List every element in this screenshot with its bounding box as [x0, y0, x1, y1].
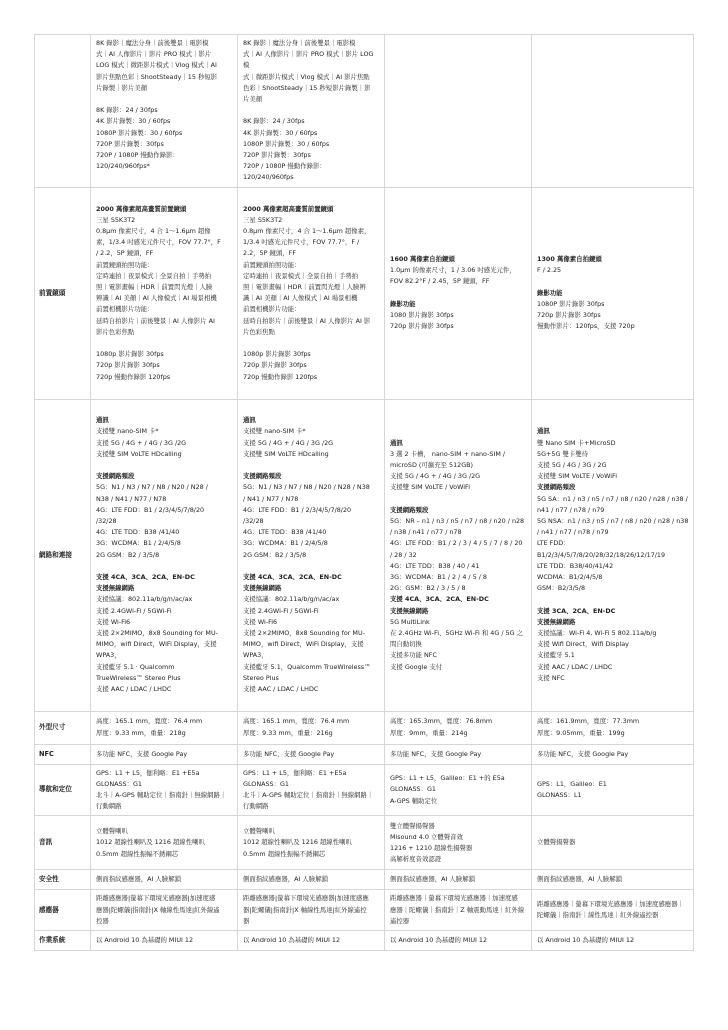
- spec-row-label: 導航和定位: [35, 764, 91, 816]
- spec-row: [35, 931, 694, 951]
- spec-line: 0.5mm 超線性振幅不銹鋼芯: [243, 849, 326, 858]
- spec-cell: [238, 764, 385, 816]
- spec-subheading: 通訊: [96, 416, 109, 425]
- spec-line: GLONASS：G1: [390, 785, 436, 794]
- spec-line: 側面指紋感應器，AI 人臉解鎖: [537, 875, 622, 884]
- spec-line: 8K 錄影｜魔法分身｜前後雙景｜電影模: [96, 39, 209, 47]
- spec-line: 2G：GSM：B2 / 3 / 5 / 8: [390, 584, 466, 593]
- spec-subheading: 支援網路頻段: [537, 483, 576, 492]
- spec-cell: [238, 890, 385, 931]
- spec-line: 距離感應器|螢幕下環境光感應器|加速度感: [96, 894, 216, 903]
- spec-line: Misound 4.0 立體聲音效: [390, 832, 463, 841]
- spec-cell: [532, 816, 694, 870]
- spec-cell: [385, 35, 532, 188]
- spec-line: 器|陀螺儀|指南針|X 軸線性馬達|紅外線遙控: [243, 905, 367, 914]
- spec-line: 720P / 1080P 慢動作錄影：: [96, 151, 179, 160]
- spec-line: / n38 / n41 / n77 / n78: [390, 528, 462, 537]
- spec-line: 以 Android 10 為基礎的 MIUI 12: [96, 935, 194, 944]
- spec-line: 支援 2.4GWi-Fi / 5GWi-Fi: [96, 606, 172, 615]
- spec-line: 北斗｜A-GPS 輔助定位｜指南針｜無線網路｜: [96, 791, 227, 800]
- spec-line: 高度：165.1 mm，寬度：76.4 mm: [243, 717, 350, 726]
- spec-row: [35, 187, 694, 399]
- spec-line: 支援 Wi-Fi6: [96, 617, 131, 626]
- spec-line: 識｜AI 美顏｜AI 人像模式｜AI 場景相機: [243, 294, 358, 303]
- spec-line: 三星 S5K3T2: [243, 215, 283, 224]
- spec-line: 5G MultiLink: [390, 617, 430, 626]
- spec-line: 5G：N1 / N3 / N7 / N8 / N20 / N28 / N38: [243, 483, 370, 492]
- spec-row: [35, 35, 694, 188]
- spec-line: [96, 94, 233, 105]
- spec-line: 器: [243, 916, 250, 925]
- spec-line: GLONASS：G1: [243, 779, 289, 788]
- spec-line: 1080P 影片錄影 30fps: [537, 299, 605, 308]
- spec-line: 支援雙 SIM VoLTE HDcalling: [243, 449, 329, 458]
- spec-line: 以 Android 10 為基礎的 MIUI 12: [537, 935, 635, 944]
- spec-line: LTE TDD：B38/40/41/42: [537, 561, 614, 570]
- spec-line: 720p 影片錄影 30fps: [390, 322, 454, 331]
- spec-line: 立體聲揚聲器: [537, 838, 576, 847]
- spec-line: 1012 超線性喇叭及 1216 超線性喇叭: [96, 838, 205, 847]
- spec-line: 北斗｜A-GPS 輔助定位｜指南針｜無線網路｜: [243, 791, 374, 800]
- spec-line: 支援 AAC / LDAC / LHDC: [96, 684, 172, 693]
- spec-cell: [532, 35, 694, 188]
- spec-line: 支援雙 SIM VoLTE / VoWiFi: [390, 483, 471, 492]
- spec-line: 120/240/960fps: [243, 173, 294, 182]
- spec-line: 側面指紋感應器，AI 人臉解鎖: [243, 875, 328, 884]
- spec-cell: [238, 870, 385, 890]
- spec-line: 雙立體聲揚聲器: [390, 821, 435, 830]
- spec-line: 1.0μm 的像素尺寸，1 / 3.06 吋感光元件，: [390, 266, 516, 275]
- spec-line: 厚度：9mm，重量：214g: [390, 728, 468, 737]
- spec-line: 支援 Wifi Direct，Wifi Display: [537, 640, 629, 649]
- spec-line: 支援雙 SIM VoLTE HDcalling: [96, 449, 182, 458]
- spec-subheading: 通訊: [390, 438, 403, 447]
- spec-line: WPA3，: [243, 651, 268, 660]
- spec-line: 支援 AAC / LDAC / LHDC: [537, 662, 613, 671]
- spec-line: 4K 影片錄製：30 / 60fps: [243, 128, 318, 137]
- spec-line: 2.2，5P 鏡頭，FF: [243, 249, 297, 258]
- spec-row: [35, 816, 694, 870]
- spec-line: 多功能 NFC，支援 Google Pay: [390, 749, 482, 758]
- spec-row: [35, 744, 694, 764]
- spec-line: 支援 2×2MIMO，8x8 Sounding for MU-: [96, 628, 218, 637]
- spec-row-label: 網路和連接: [35, 399, 91, 711]
- spec-cell: [385, 890, 532, 931]
- spec-line: Stereo Plus: [243, 673, 279, 682]
- spec-line: 8K 錄影：24 / 30fps: [243, 117, 305, 126]
- spec-line: 0.8μm 像素尺寸，4 合 1～1.6μm 超像素，: [243, 226, 371, 235]
- spec-line: 高度：165.1 mm，寬度：76.4 mm: [96, 717, 203, 726]
- spec-line: 高解析度音效認證: [390, 855, 442, 864]
- spec-line: 720p 慢動作錄影 120fps: [243, 372, 318, 381]
- spec-cell: [532, 399, 694, 711]
- spec-subheading: 2000 萬像素超高畫質前置鏡頭: [96, 204, 187, 213]
- spec-cell: [91, 187, 238, 399]
- spec-line: [243, 338, 380, 349]
- spec-line: 支援 NFC: [537, 673, 565, 682]
- spec-cell: [91, 711, 238, 744]
- spec-line: 陀螺儀｜指南針｜線性馬達｜紅外線遙控器: [537, 911, 659, 920]
- spec-line: F / 2.25: [537, 266, 562, 275]
- spec-cell: [238, 711, 385, 744]
- spec-line: 應器｜陀螺儀｜指南針｜Z 軸震動馬達｜紅外線: [390, 905, 525, 914]
- spec-line: 式｜微距影片模式｜Vlog 模式｜AI 影片焦點: [243, 72, 370, 81]
- spec-line: 延時自拍影片｜前後雙景｜AI 人像影片 AI 影: [243, 316, 371, 325]
- spec-line: GLONASS：G1: [96, 779, 142, 788]
- spec-subheading: 支援網路頻段: [243, 472, 282, 481]
- spec-cell: [238, 399, 385, 711]
- spec-subheading: 1600 萬像素自拍鏡頭: [390, 254, 455, 263]
- spec-cell: [532, 764, 694, 816]
- spec-line: N38 / N41 / N77 / N78: [96, 494, 167, 503]
- spec-line: 1/3.4 吋感光元件尺寸，FOV 77.7°，F /: [243, 238, 360, 247]
- spec-line: 以 Android 10 為基礎的 MIUI 12: [390, 935, 488, 944]
- spec-line: 支援藍牙 5.1，Qualcomm TrueWireless™: [243, 662, 371, 671]
- spec-line: 片錄製｜影片美顏: [96, 83, 148, 92]
- spec-line: 片色彩焦點: [243, 327, 275, 336]
- spec-cell: [91, 890, 238, 931]
- spec-line: TrueWireless™ Stereo Plus: [96, 673, 181, 682]
- spec-line: 距離感應器｜螢幕下環境光感應器｜加速度感應器｜: [537, 900, 684, 909]
- spec-line: 慢動作影片：120fps，支援 720p: [537, 322, 635, 331]
- spec-subheading: 支援 4CA、3CA、2CA、EN-DC: [96, 572, 195, 581]
- spec-line: 4G：LTE TDD：B38 / 40 / 41: [390, 561, 480, 570]
- spec-subheading: 通訊: [243, 416, 256, 425]
- spec-line: 側面指紋感應器，AI 人臉解鎖: [96, 875, 181, 884]
- spec-line: 1080 影片錄影 30fps: [390, 310, 454, 319]
- spec-row-label: NFC: [35, 744, 91, 764]
- spec-cell: [91, 764, 238, 816]
- spec-row-label: 前置鏡頭: [35, 187, 91, 399]
- spec-line: 素，1/3.4 吋感光元件尺寸，FOV 77.7°，F: [96, 238, 221, 247]
- spec-line: 照｜電影畫幅｜HDR｜前置閃光燈｜人臉: [96, 282, 213, 291]
- spec-line: [243, 105, 380, 116]
- spec-line: 以 Android 10 為基礎的 MIUI 12: [243, 935, 341, 944]
- spec-line: 支援藍牙 5.1 · Qualcomm: [96, 662, 175, 671]
- spec-line: 前置鏡頭拍照功能：: [243, 260, 301, 269]
- spec-line: 1216 + 1210 超線性揚聲器: [390, 843, 473, 852]
- spec-line: 定時連拍｜夜景模式｜全景自拍｜手勢拍: [243, 271, 359, 280]
- spec-line: [96, 561, 233, 572]
- spec-line: 式｜AI 人像影片｜影片 PRO 模式｜影片: [96, 50, 212, 59]
- spec-line: 1012 超線性喇叭及 1216 超線性喇叭: [243, 838, 352, 847]
- spec-line: 720P / 1080P 慢動作錄影：: [243, 162, 326, 171]
- spec-table: [34, 34, 694, 951]
- spec-line: 2G GSM：B2 / 3/5/8: [96, 550, 160, 559]
- spec-line: 支援 5G / 4G + / 4G / 3G /2G: [390, 472, 481, 481]
- spec-line: 4G：LTE FDD：B1 / 2/3/4/5/7/8/20: [243, 505, 352, 514]
- spec-line: MIMO，wifi Direct，WiFi Display，支援: [96, 640, 217, 649]
- spec-line: 720p 影片錄影 30fps: [537, 310, 601, 319]
- spec-line: 支援 5G / 4G / 3G / 2G: [537, 460, 607, 469]
- spec-line: 4G：LTE TDD：B38 /41/40: [243, 528, 327, 537]
- spec-row-label: [35, 35, 91, 188]
- spec-cell: [385, 399, 532, 711]
- spec-subheading: 支援 4CA、3CA、2CA、EN-DC: [390, 595, 489, 604]
- spec-subheading: 支援無線網路: [96, 584, 135, 593]
- spec-line: 0.8μm 像素尺寸，4 合 1～1.6μm 超像: [96, 226, 211, 235]
- spec-line: / n41 / n77 / n78 / n79: [537, 528, 609, 537]
- spec-cell: [385, 764, 532, 816]
- spec-line: 3G：WCDMA：B1 / 2 / 4 / 5 / 8: [390, 572, 487, 581]
- spec-line: 三星 S5K3T2: [96, 215, 136, 224]
- spec-line: 立體聲喇叭: [96, 827, 128, 836]
- spec-cell: [385, 187, 532, 399]
- spec-row-label: 外型尺寸: [35, 711, 91, 744]
- spec-row: [35, 890, 694, 931]
- spec-line: GPS：L1，Galileo：E1: [537, 779, 607, 788]
- spec-line: 照｜電影畫幅｜HDR｜前置閃光燈｜人臉辨: [243, 282, 366, 291]
- spec-line: 4K 影片錄製：30 / 60fps: [96, 117, 171, 126]
- spec-line: 支援 Google 支付: [390, 662, 443, 671]
- spec-line: 支援協議：802.11a/b/g/n/ac/ax: [243, 595, 340, 604]
- spec-cell: [532, 711, 694, 744]
- spec-subheading: 1300 萬像素自拍鏡頭: [537, 254, 602, 263]
- spec-line: GPS：L1 + L5，Galileo：E1 +的 E5a: [390, 774, 505, 783]
- spec-line: 支援協議：Wi-Fi 4, Wi-Fi 5 802.11a/b/g: [537, 628, 657, 637]
- spec-line: MIMO，wifi Direct，WiFi Display，支援: [243, 640, 364, 649]
- spec-line: 支援 2.4GWi-Fi / 5GWi-Fi: [243, 606, 319, 615]
- spec-line: 多功能 NFC，支援 Google Pay: [537, 749, 629, 758]
- spec-line: 支援 AAC / LDAC / LHDC: [243, 684, 319, 693]
- spec-line: 多功能 NFC，支援 Google Pay: [96, 749, 188, 758]
- spec-line: n41 / n77 / n78 / n79: [537, 505, 605, 514]
- spec-line: [96, 338, 233, 349]
- spec-row-label: 音訊: [35, 816, 91, 870]
- spec-line: 前置相機影片功能：: [243, 305, 301, 314]
- spec-line: 支援 5G / 4G + / 4G / 3G /2G: [243, 438, 334, 447]
- spec-line: 遙控器: [390, 916, 410, 925]
- spec-line: 4G：LTE TDD：B38 /41/40: [96, 528, 180, 537]
- spec-subheading: 支援無線網路: [243, 584, 282, 593]
- spec-line: 5G NSA：n1 / n3 / n5 / n7 / n8 / n20 / n28 / n38: [537, 516, 689, 525]
- spec-line: 3G：WCDMA：B1 / 2/4/5/8: [96, 539, 181, 548]
- spec-line: 高度：165.3mm，寬度：76.8mm: [390, 717, 493, 726]
- spec-cell: [532, 744, 694, 764]
- spec-line: 4G：LTE FDD：B1 / 2/3/4/5/7/8/20: [96, 505, 205, 514]
- spec-cell: [238, 187, 385, 399]
- spec-line: 8K 錄影：24 / 30fps: [96, 106, 158, 115]
- spec-line: [390, 494, 527, 505]
- spec-line: [96, 460, 233, 471]
- spec-line: / 28 / 32: [390, 550, 417, 559]
- spec-line: [537, 276, 689, 287]
- spec-line: 1080p 影片錄影 30fps: [96, 350, 164, 359]
- spec-line: 片美顏: [243, 95, 263, 104]
- spec-line: GPS：L1 + L5，伽利略：E1 +E5a: [243, 768, 347, 777]
- spec-table-body: [35, 35, 694, 951]
- spec-cell: [385, 870, 532, 890]
- spec-cell: [238, 931, 385, 951]
- spec-line: A-GPS 輔助定位: [390, 796, 438, 805]
- spec-line: 8K 錄影｜魔法分身｜前後雙景｜電影模: [243, 39, 356, 47]
- spec-line: 4G：LTE FDD：B1 / 2 / 3 / 4 / 5 / 7 / 8 / 20: [390, 539, 523, 548]
- spec-row-label: 作業系統: [35, 931, 91, 951]
- spec-line: GPS：L1 + L5，伽利略：E1 +E5a: [96, 768, 200, 777]
- spec-cell: [385, 931, 532, 951]
- spec-line: [243, 460, 380, 471]
- spec-line: 多功能 NFC，支援 Google Pay: [243, 749, 335, 758]
- spec-line: 色彩｜ShootSteady｜15 秒短影片錄製｜影: [243, 83, 371, 92]
- spec-line: B1/2/3/4/5/7/8/20/28/32/18/26/12/17/19: [537, 550, 666, 559]
- spec-cell: [91, 399, 238, 711]
- spec-line: 5G+5G 雙卡雙待: [537, 449, 588, 458]
- spec-line: 3 選 2 卡槽， nano-SIM + nano-SIM /: [390, 449, 506, 458]
- spec-line: 定時連拍｜夜景模式｜全景自拍｜手勢拍: [96, 271, 212, 280]
- spec-line: 1080P 影片錄製：30 / 60fps: [96, 128, 183, 137]
- spec-line: 5G SA：n1 / n3 / n5 / n7 / n8 / n20 / n28 / n38 /: [537, 494, 688, 503]
- spec-cell: [532, 187, 694, 399]
- spec-line: [390, 288, 527, 299]
- spec-row: [35, 399, 694, 711]
- spec-line: 辨識｜AI 美顏｜AI 人像模式｜AI 場景相機: [96, 294, 217, 303]
- spec-line: 在 2.4GHz Wi-Fi、5GHz Wi-Fi 和 4G / 5G 之: [390, 628, 523, 637]
- spec-row: [35, 870, 694, 890]
- spec-cell: [91, 35, 238, 188]
- spec-line: 720p 慢動作錄影 120fps: [96, 372, 171, 381]
- spec-line: 5G：NR – n1 / n3 / n5 / n7 / n8 / n20 / n28: [390, 516, 525, 525]
- spec-line: 支援多功能 NFC: [390, 651, 437, 660]
- spec-line: FOV 82.2°F / 2.45，5P 鏡頭，FF: [390, 277, 490, 286]
- spec-line: LTE FDD：: [537, 539, 570, 548]
- spec-line: 支援 5G / 4G + / 4G / 3G /2G: [96, 438, 187, 447]
- spec-row: [35, 711, 694, 744]
- spec-cell: [532, 931, 694, 951]
- spec-line: 雙 Nano SIM 卡+MicroSD: [537, 438, 616, 447]
- spec-cell: [385, 816, 532, 870]
- spec-subheading: 錄影功能: [390, 299, 416, 308]
- spec-line: 720p 影片錄影 30fps: [96, 361, 160, 370]
- spec-line: 支援 Wi-Fi6: [243, 617, 278, 626]
- spec-subheading: 2000 萬像素超高畫質前置鏡頭: [243, 204, 334, 213]
- spec-line: LOG 模式｜微距影片模式｜Vlog 模式｜AI: [96, 61, 217, 70]
- spec-subheading: 通訊: [537, 427, 550, 436]
- spec-line: /32/28: [243, 516, 264, 525]
- spec-line: 行動網路: [243, 802, 269, 811]
- spec-line: 2G GSM：B2 / 3/5/8: [243, 550, 307, 559]
- spec-line: 立體聲喇叭: [243, 827, 275, 836]
- spec-subheading: 支援網路頻段: [390, 505, 429, 514]
- spec-cell: [91, 931, 238, 951]
- spec-cell: [385, 744, 532, 764]
- spec-row-label: 安全性: [35, 870, 91, 890]
- spec-subheading: 錄影功能: [537, 288, 563, 297]
- spec-line: 影片焦點色彩｜ShootSteady｜15 秒短影: [96, 72, 218, 81]
- spec-line: / N41 / N77 / N78: [243, 494, 299, 503]
- spec-line: / 2.2，5P 鏡頭，FF: [96, 249, 154, 258]
- spec-line: 間自動切換: [390, 640, 422, 649]
- spec-subheading: 支援無線網路: [390, 606, 429, 615]
- spec-line: 支援協議：802.11a/b/g/n/ac/ax: [96, 595, 193, 604]
- spec-line: 5G：N1 / N3 / N7 / N8 / N20 / N28 /: [96, 483, 208, 492]
- spec-line: 支援雙 SIM VoLTE / VoWiFi: [537, 472, 618, 481]
- spec-line: 應器|陀螺儀|指南針|X 軸線性馬達|紅外線遙: [96, 905, 220, 914]
- spec-subheading: 支援 4CA、3CA、2CA、EN-DC: [243, 572, 342, 581]
- spec-row-label: 感應器: [35, 890, 91, 931]
- spec-line: 厚度：9.05mm，重量：199g: [537, 728, 625, 737]
- spec-line: 厚度：9.33 mm，重量：218g: [96, 728, 186, 737]
- spec-cell: [385, 711, 532, 744]
- spec-cell: [238, 744, 385, 764]
- spec-line: GSM：B2/3/5/8: [537, 584, 586, 593]
- spec-line: 支援雙 nano-SIM 卡*: [96, 427, 159, 436]
- spec-line: 行動網路: [96, 802, 122, 811]
- spec-line: 支援雙 nano-SIM 卡*: [243, 427, 306, 436]
- spec-line: GLONASS：L1: [537, 791, 582, 800]
- spec-line: [537, 594, 689, 605]
- spec-line: WCDMA：B1/2/4/5/8: [537, 572, 603, 581]
- spec-cell: [532, 890, 694, 931]
- spec-line: 支援 2×2MIMO，8x8 Sounding for MU-: [243, 628, 365, 637]
- spec-subheading: 支援網路頻段: [96, 472, 135, 481]
- spec-cell: [238, 816, 385, 870]
- spec-line: 720P 影片錄製：30fps: [96, 139, 164, 148]
- spec-row: [35, 764, 694, 816]
- spec-line: /32/28: [96, 516, 117, 525]
- spec-line: 720p 影片錄影 30fps: [243, 361, 307, 370]
- spec-line: WPA3，: [96, 651, 121, 660]
- spec-cell: [91, 816, 238, 870]
- spec-line: microSD (可擴充至 512GB): [390, 460, 474, 469]
- spec-line: 延時自拍影片｜前後雙景｜AI 人像影片 AI: [96, 316, 215, 325]
- spec-cell: [238, 35, 385, 188]
- spec-line: 120/240/960fps*: [96, 162, 150, 171]
- spec-line: 厚度：9.33 mm，重量：216g: [243, 728, 333, 737]
- spec-line: 720P 影片錄製：30fps: [243, 151, 311, 160]
- spec-line: 側面指紋感應器，AI 人臉解鎖: [390, 875, 475, 884]
- spec-subheading: 支援 3CA、2CA、EN-DC: [537, 606, 616, 615]
- spec-line: 1080P 影片錄製：30 / 60fps: [243, 139, 330, 148]
- spec-line: 支援藍牙 5.1: [537, 651, 575, 660]
- spec-line: 前置鏡頭拍照功能：: [96, 260, 154, 269]
- spec-line: [243, 561, 380, 572]
- spec-line: 式｜AI 人像影片｜影片 PRO 模式｜影片 LOG 模: [243, 50, 374, 70]
- spec-cell: [91, 870, 238, 890]
- spec-line: 控器: [96, 916, 109, 925]
- spec-subheading: 支援無線網路: [537, 617, 576, 626]
- spec-line: 3G：WCDMA：B1 / 2/4/5/8: [243, 539, 328, 548]
- spec-line: 距離感應器｜螢幕下環境光感應器｜加速度感: [390, 894, 518, 903]
- spec-cell: [91, 744, 238, 764]
- spec-line: 高度：161.9mm，寬度：77.3mm: [537, 717, 640, 726]
- spec-line: 影片色彩焦點: [96, 327, 135, 336]
- spec-cell: [532, 870, 694, 890]
- spec-line: 0.5mm 超線性振幅不銹鋼芯: [96, 849, 179, 858]
- spec-line: 1080p 影片錄影 30fps: [243, 350, 311, 359]
- spec-line: 前置相機影片功能：: [96, 305, 154, 314]
- spec-line: 距離感應器|螢幕下環境光感應器|加速度感應: [243, 894, 369, 903]
